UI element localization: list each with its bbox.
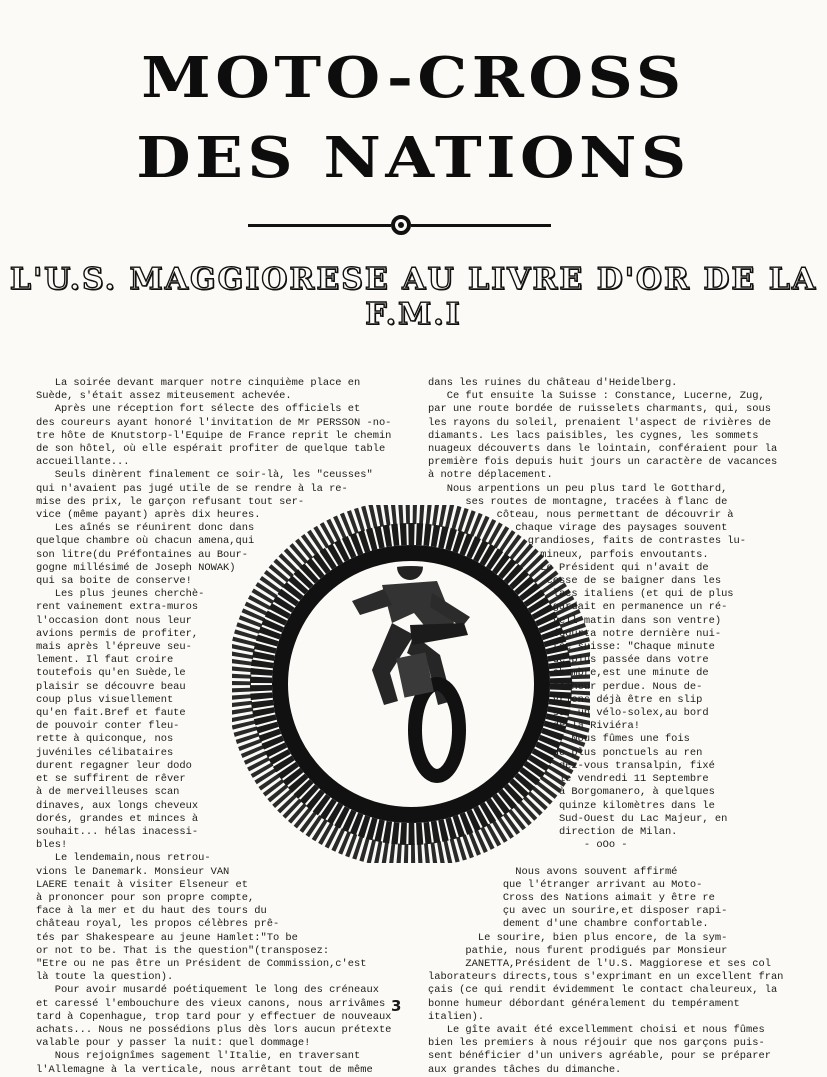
text-line: Cross des Nations aimait y être re — [428, 891, 715, 904]
title-divider-right — [411, 224, 551, 227]
text-line: - oOo - — [428, 839, 628, 852]
text-line: cesse de se baigner dans les — [428, 575, 722, 588]
text-line: diamants. Les lacs paisibles, les cygnes, les sommets — [428, 429, 759, 442]
text-line: face à la mer et du haut des tours du — [36, 905, 267, 918]
text-line: Nous rejoignîmes sagement l'Italie, en traversant — [36, 1050, 361, 1063]
text-line: Nous arpentions un peu plus tard le Gotthard, — [428, 482, 728, 495]
text-line: qui sa boite de conserve! — [36, 575, 192, 588]
page-number: 3 — [391, 997, 402, 1015]
text-line: çais (ce qui rendit évidemment le contact chaleureux, la — [428, 984, 778, 997]
text-line: pathie, nous furent prodigués par Monsieur — [428, 944, 728, 957]
text-line: que l'étranger arrivant au Moto- — [428, 878, 703, 891]
text-line: Le sourire, bien plus encore, de la sym- — [428, 931, 728, 944]
text-line: dans les ruines du château d'Heidelberg. — [428, 377, 678, 389]
text-line: les rayons du soleil, prenaient l'aspect de rivières de — [428, 416, 771, 429]
text-line: Sud-Ouest du Lac Majeur, en — [428, 812, 728, 825]
text-line: des coureurs ayant honoré l'invitation de Mr PERSSON -no- — [36, 416, 392, 429]
text-line: de pouvoir conter fleu- — [36, 720, 180, 733]
text-line: juvéniles célibataires — [36, 746, 174, 759]
text-line: Les plus jeunes cherchè- — [36, 588, 205, 601]
text-line: écourta notre dernière nui- — [428, 627, 722, 640]
text-line: Ce fut ensuite la Suisse : Constance, Lucerne, Zug, — [428, 390, 765, 403]
article-column-left — [36, 377, 391, 1077]
text-line: La soirée devant marquer notre cinquième place en — [36, 377, 361, 389]
text-line: Seuls dinèrent finalement ce soir-là, les "ceusses" — [36, 469, 373, 482]
text-line: et caressé l'embouchure des vieux canons, nous arrivâmes — [36, 997, 386, 1010]
article-column-right — [428, 377, 783, 1077]
text-line: de plus passée dans votre — [428, 654, 709, 667]
text-line: Pour avoir musardé poétiquement le long des créneaux — [36, 984, 379, 997]
text-line: avions permis de profiter, — [36, 627, 199, 640]
text-line: bonne humeur débordant généralement du tempérament — [428, 997, 740, 1010]
text-line: laborateurs directs,tous s'exprimant en un excellent fran — [428, 971, 784, 984]
text-line: gogne millésimé de Joseph NOWAK) — [36, 561, 236, 574]
text-line: aux grandes tâches du dimanche. — [428, 1063, 622, 1076]
text-line: mineux, parfois envoutants. — [428, 548, 709, 561]
text-line: Après une réception fort sélecte des officiels et — [36, 403, 361, 416]
text-line: à Borgomanero, à quelques — [428, 786, 715, 799]
text-line: qu'en fait.Bref et faute — [36, 707, 186, 720]
text-line: son litre(du Préfontaines au Bour- — [36, 548, 249, 561]
text-line: côteau, nous permettant de découvrir à — [428, 509, 734, 522]
text-line: mise des prix, le garçon refusant tout ser- — [36, 495, 305, 508]
text-line: ses routes de montagne, tracées à flanc de — [428, 495, 728, 508]
text-line: le vendredi 11 Septembre — [428, 773, 709, 786]
text-line: gardait en permanence un ré- — [428, 601, 728, 614]
text-line: Le Président qui n'avait de — [428, 561, 709, 574]
text-line: Le lendemain,nous retrou- — [36, 852, 211, 865]
text-line: bonheur perdue. Nous de- — [428, 680, 703, 693]
text-line: sur un vélo-solex,au bord — [428, 707, 709, 720]
text-line — [428, 852, 783, 865]
title-divider-left — [248, 224, 391, 227]
text-line: première fois depuis huit jours un caractère de vacances — [428, 456, 778, 469]
text-line: durent regagner leur dodo — [36, 759, 192, 772]
text-line: vice (même payant) après dix heures. — [36, 509, 261, 522]
text-line: valable pour y passer la nuit: quel dommage! — [36, 1037, 311, 1050]
text-line: lacs italiens (et qui de plus — [428, 588, 734, 601]
text-line: l'Allemagne à la verticale, nous arrêtant tout de même — [36, 1063, 373, 1076]
text-line: dement d'une chambre confortable. — [428, 918, 709, 931]
text-line: à de merveilleuses scan — [36, 786, 180, 799]
text-line: italien). — [428, 1010, 485, 1023]
text-line: accueillante... — [36, 456, 130, 469]
text-line: "Etre ou ne pas être un Président de Commission,c'est — [36, 957, 367, 970]
text-line: ZANETTA,Président de l'U.S. Maggiorese et ses col — [428, 957, 771, 970]
text-line: LAERE tenait à visiter Elseneur et — [36, 878, 249, 891]
text-line: de plus ponctuels au ren — [428, 746, 703, 759]
text-line: achats... Nous ne possédions plus dès lors aucun prétexte — [36, 1023, 392, 1036]
text-line: dinaves, aux longs cheveux — [36, 799, 199, 812]
text-line: de la Riviéra! — [428, 720, 641, 733]
article-subtitle: L'U.S. MAGGIORESE AU LIVRE D'OR DE LA F.M.I — [9, 262, 818, 332]
text-line: et se suffirent de rêver — [36, 773, 186, 786]
text-line: tée suisse: "Chaque minute — [428, 641, 715, 654]
page-title-line-2: DES NATIONS — [136, 125, 691, 191]
text-line: sent bénéficier d'un univers agréable, pour se préparer — [428, 1050, 771, 1063]
text-line: tés par Shakespeare au jeune Hamlet:"To be — [36, 931, 298, 944]
text-line: souhait... hélas inacessi- — [36, 825, 199, 838]
text-line: château royal, les propos célèbres prê- — [36, 918, 280, 931]
text-line: coup plus visuellement — [36, 693, 174, 706]
text-line: vrions déjà être en slip — [428, 693, 703, 706]
text-line: vions le Danemark. Monsieur VAN — [36, 865, 230, 878]
text-line: grandioses, faits de contrastes lu- — [428, 535, 747, 548]
text-line: à notre déplacement. — [428, 469, 553, 482]
text-line: Suède, s'était assez miteusement achevée. — [36, 390, 292, 403]
text-line: toutefois qu'en Suède,le — [36, 667, 186, 680]
text-line: direction de Milan. — [428, 825, 678, 838]
text-line: rette à quiconque, nos — [36, 733, 174, 746]
text-line: chaque virage des paysages souvent — [428, 522, 728, 535]
page-title-line-1: MOTO-CROSS — [141, 45, 686, 111]
text-line: là toute la question). — [36, 971, 174, 984]
text-line: rent vainement extra-muros — [36, 601, 199, 614]
text-line: veil-matin dans son ventre) — [428, 614, 722, 627]
text-line: Nous fûmes une fois — [428, 733, 690, 746]
text-line: quinze kilomètres dans le — [428, 799, 715, 812]
text-line: mais après l'épreuve seu- — [36, 641, 192, 654]
text-line: à prononcer pour son propre compte, — [36, 891, 255, 904]
text-line: par une route bordée de ruisselets charmants, qui, sous — [428, 403, 771, 416]
text-line: dez-vous transalpin, fixé — [428, 759, 715, 772]
text-line: çu avec un sourire,et disposer rapi- — [428, 905, 728, 918]
text-line: nuageux découverts dans le lointain, conféraient pour la — [428, 443, 778, 456]
text-line: quelque chambre où chacun amena,qui — [36, 535, 255, 548]
text-line: tard à Copenhague, trop tard pour y effectuer de nouveaux — [36, 1010, 392, 1023]
text-line: lement. Il faut croire — [36, 654, 174, 667]
text-line: bien les premiers à nous réjouir que nos garçons puis- — [428, 1037, 765, 1050]
text-line: Les aînés se réunirent donc dans — [36, 522, 255, 535]
text-line: plaisir se découvre beau — [36, 680, 186, 693]
text-line: Nous avons souvent affirmé — [428, 865, 678, 878]
divider-ornament-icon — [391, 215, 411, 235]
text-line: bles! — [36, 839, 68, 852]
text-line: tre hôte de Knutstorp-l'Equipe de France reprit le chemin — [36, 429, 392, 442]
text-line: Le gîte avait été excellemment choisi et nous fûmes — [428, 1023, 765, 1036]
text-line: qui n'avaient pas jugé utile de se rendre à la re- — [36, 482, 348, 495]
text-line: or not to be. That is the question"(transposez: — [36, 944, 330, 957]
text-line: chambre,est une minute de — [428, 667, 709, 680]
text-line: l'occasion dont nous leur — [36, 614, 192, 627]
text-line: de son hôtel, où elle espérait profiter de quelque table — [36, 443, 386, 456]
text-line: dorés, grandes et minces à — [36, 812, 199, 825]
